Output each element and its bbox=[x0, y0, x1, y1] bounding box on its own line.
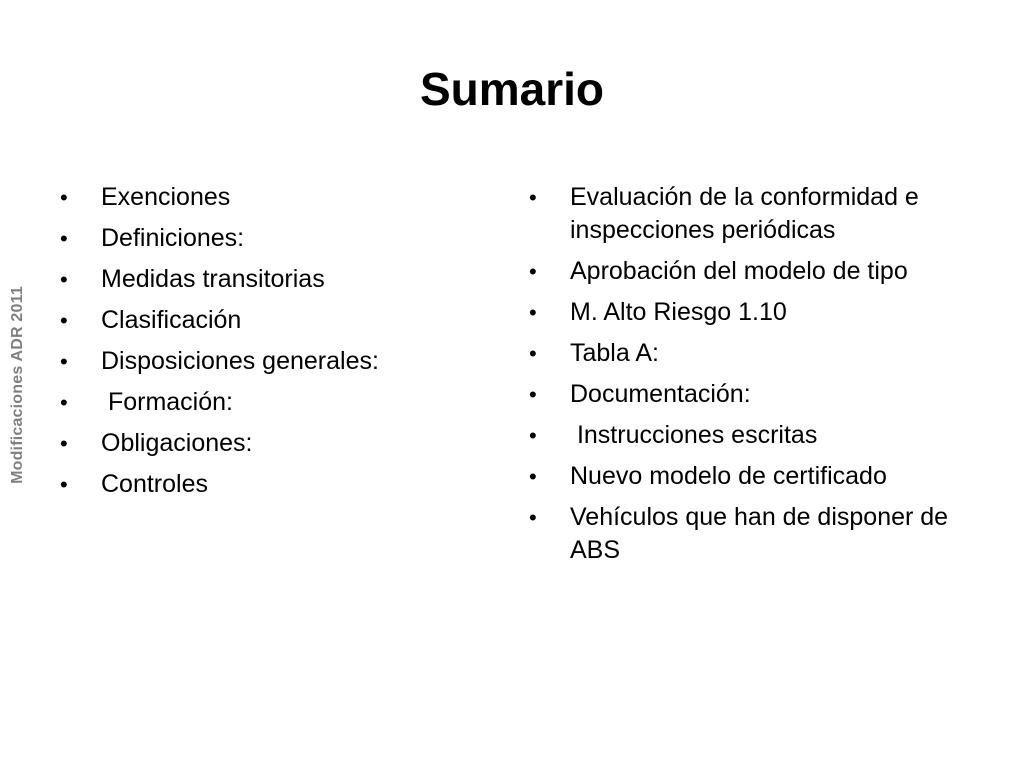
list-item bbox=[60, 304, 480, 337]
list-item-text: Disposiciones generales: bbox=[101, 347, 379, 375]
list-item-text: Formación: bbox=[101, 388, 233, 416]
list-item-text: Documentación: bbox=[570, 380, 751, 408]
list-item bbox=[60, 181, 480, 214]
bullet-icon: • bbox=[529, 423, 537, 448]
bullet-icon: • bbox=[60, 226, 68, 251]
list-item-text: Definiciones: bbox=[101, 224, 245, 252]
bullet-icon: • bbox=[60, 308, 68, 333]
list-item bbox=[529, 501, 949, 567]
list-item bbox=[529, 419, 949, 452]
list-item-text: Nuevo modelo de certificado bbox=[570, 462, 887, 490]
list-item bbox=[529, 460, 949, 493]
list-item-text: Obligaciones: bbox=[101, 429, 253, 457]
list-item bbox=[529, 296, 949, 329]
bullet-icon: • bbox=[60, 390, 68, 415]
list-item bbox=[529, 337, 949, 370]
bullet-icon: • bbox=[60, 185, 68, 210]
bullet-icon: • bbox=[60, 267, 68, 292]
list-item-text: Aprobación del modelo de tipo bbox=[570, 257, 908, 285]
list-item-text: M. Alto Riesgo 1.10 bbox=[570, 298, 787, 326]
list-item-text: Exenciones bbox=[101, 183, 231, 211]
list-item bbox=[60, 345, 480, 378]
bullet-icon: • bbox=[529, 505, 537, 530]
left-bullet-list bbox=[60, 181, 480, 509]
bullet-icon: • bbox=[529, 259, 537, 284]
bullet-icon: • bbox=[60, 472, 68, 497]
list-item-text: Instrucciones escritas bbox=[570, 421, 818, 449]
list-item bbox=[60, 427, 480, 460]
list-item bbox=[60, 263, 480, 296]
list-item-text: Controles bbox=[101, 470, 208, 498]
list-item bbox=[60, 468, 480, 501]
bullet-icon: • bbox=[529, 464, 537, 489]
list-item-text: Evaluación de la conformidad e inspecciones periódicas bbox=[570, 183, 919, 244]
list-item bbox=[529, 255, 949, 288]
list-item bbox=[529, 181, 949, 247]
bullet-icon: • bbox=[529, 382, 537, 407]
bullet-icon: • bbox=[529, 341, 537, 366]
list-item-text: Tabla A: bbox=[570, 339, 659, 367]
list-item-text: Medidas transitorias bbox=[101, 265, 325, 293]
list-item-text: Clasificación bbox=[101, 306, 242, 334]
list-item bbox=[529, 378, 949, 411]
slide-title: Sumario bbox=[419, 63, 605, 115]
bullet-icon: • bbox=[529, 300, 537, 325]
list-item bbox=[60, 386, 480, 419]
list-item bbox=[60, 222, 480, 255]
bullet-icon: • bbox=[60, 349, 68, 374]
side-label: Modificaciones ADR 2011 bbox=[9, 286, 26, 484]
bullet-icon: • bbox=[529, 185, 537, 210]
right-bullet-list bbox=[529, 181, 949, 575]
list-item-text: Vehículos que han de disponer de ABS bbox=[570, 503, 949, 564]
bullet-icon: • bbox=[60, 431, 68, 456]
